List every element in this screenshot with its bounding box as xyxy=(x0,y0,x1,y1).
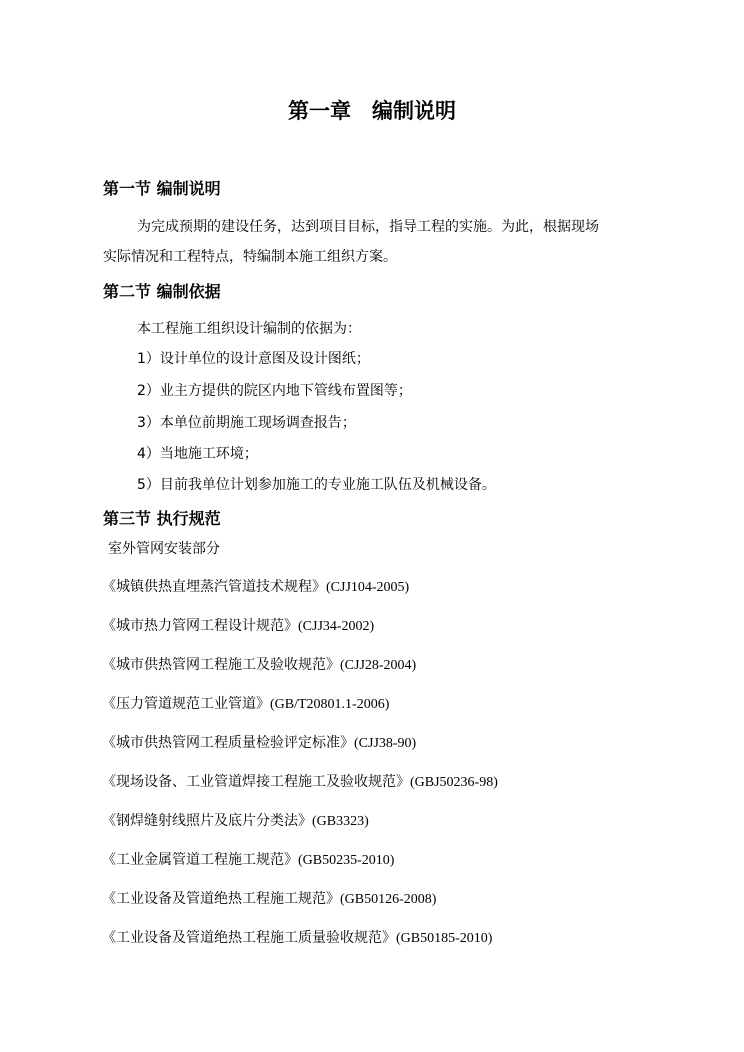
standard-name: 《钢焊缝射线照片及底片分类法》 xyxy=(102,813,312,829)
standard-code: (GB50185-2010) xyxy=(396,931,493,946)
standard-name: 《现场设备、工业管道焊接工程施工及验收规范》 xyxy=(102,774,410,790)
standard-item xyxy=(102,771,498,794)
section-heading-1: 第一节 编制说明 xyxy=(103,179,221,198)
standard-code: (CJJ28-2004) xyxy=(340,658,417,673)
standard-item xyxy=(102,615,374,638)
standard-name: 《城市热力管网工程设计规范》 xyxy=(102,618,298,634)
standard-code: (GB50235-2010) xyxy=(298,853,395,868)
standard-code: (GB3323) xyxy=(312,814,369,829)
basis-item: 1）设计单位的设计意图及设计图纸； xyxy=(137,351,370,367)
section-heading-3: 第三节 执行规范 xyxy=(103,509,221,528)
standard-code: (GB50126-2008) xyxy=(340,892,437,907)
standard-code: (GBJ50236-98) xyxy=(410,775,498,790)
standard-item xyxy=(102,654,416,677)
standard-item xyxy=(102,849,394,872)
standard-name: 《工业设备及管道绝热工程施工质量验收规范》 xyxy=(102,930,396,946)
standards-subheading: 室外管网安装部分 xyxy=(108,541,220,557)
standard-item xyxy=(102,888,436,911)
standard-code: (CJJ104-2005) xyxy=(326,580,410,595)
paragraph-line: 实际情况和工程特点，特编制本施工组织方案。 xyxy=(103,249,397,265)
paragraph-line: 为完成预期的建设任务，达到项目目标，指导工程的实施。为此，根据现场 xyxy=(137,219,599,235)
standard-item xyxy=(102,576,409,599)
chapter-title: 第一章 编制说明 xyxy=(288,99,456,123)
standard-name: 《城镇供热直埋蒸汽管道技术规程》 xyxy=(102,579,326,595)
standard-item xyxy=(102,927,492,950)
standard-name: 《城市供热管网工程质量检验评定标准》 xyxy=(102,735,354,751)
section-heading-2: 第二节 编制依据 xyxy=(103,282,221,301)
standard-item xyxy=(102,693,389,716)
basis-item: 4）当地施工环境； xyxy=(137,446,258,462)
basis-item: 2）业主方提供的院区内地下管线布置图等； xyxy=(137,383,412,399)
basis-item: 3）本单位前期施工现场调查报告； xyxy=(137,415,356,431)
basis-intro: 本工程施工组织设计编制的依据为： xyxy=(137,321,361,337)
standard-item xyxy=(102,732,416,755)
standard-code: (CJJ38-90) xyxy=(354,736,417,751)
standard-item xyxy=(102,810,369,833)
standard-name: 《工业金属管道工程施工规范》 xyxy=(102,852,298,868)
basis-item: 5）目前我单位计划参加施工的专业施工队伍及机械设备。 xyxy=(137,477,496,493)
standard-name: 《压力管道规范工业管道》 xyxy=(102,696,270,712)
standard-code: (CJJ34-2002) xyxy=(298,619,375,634)
standard-code: (GB/T20801.1-2006) xyxy=(270,697,390,712)
standard-name: 《城市供热管网工程施工及验收规范》 xyxy=(102,657,340,673)
standard-name: 《工业设备及管道绝热工程施工规范》 xyxy=(102,891,340,907)
